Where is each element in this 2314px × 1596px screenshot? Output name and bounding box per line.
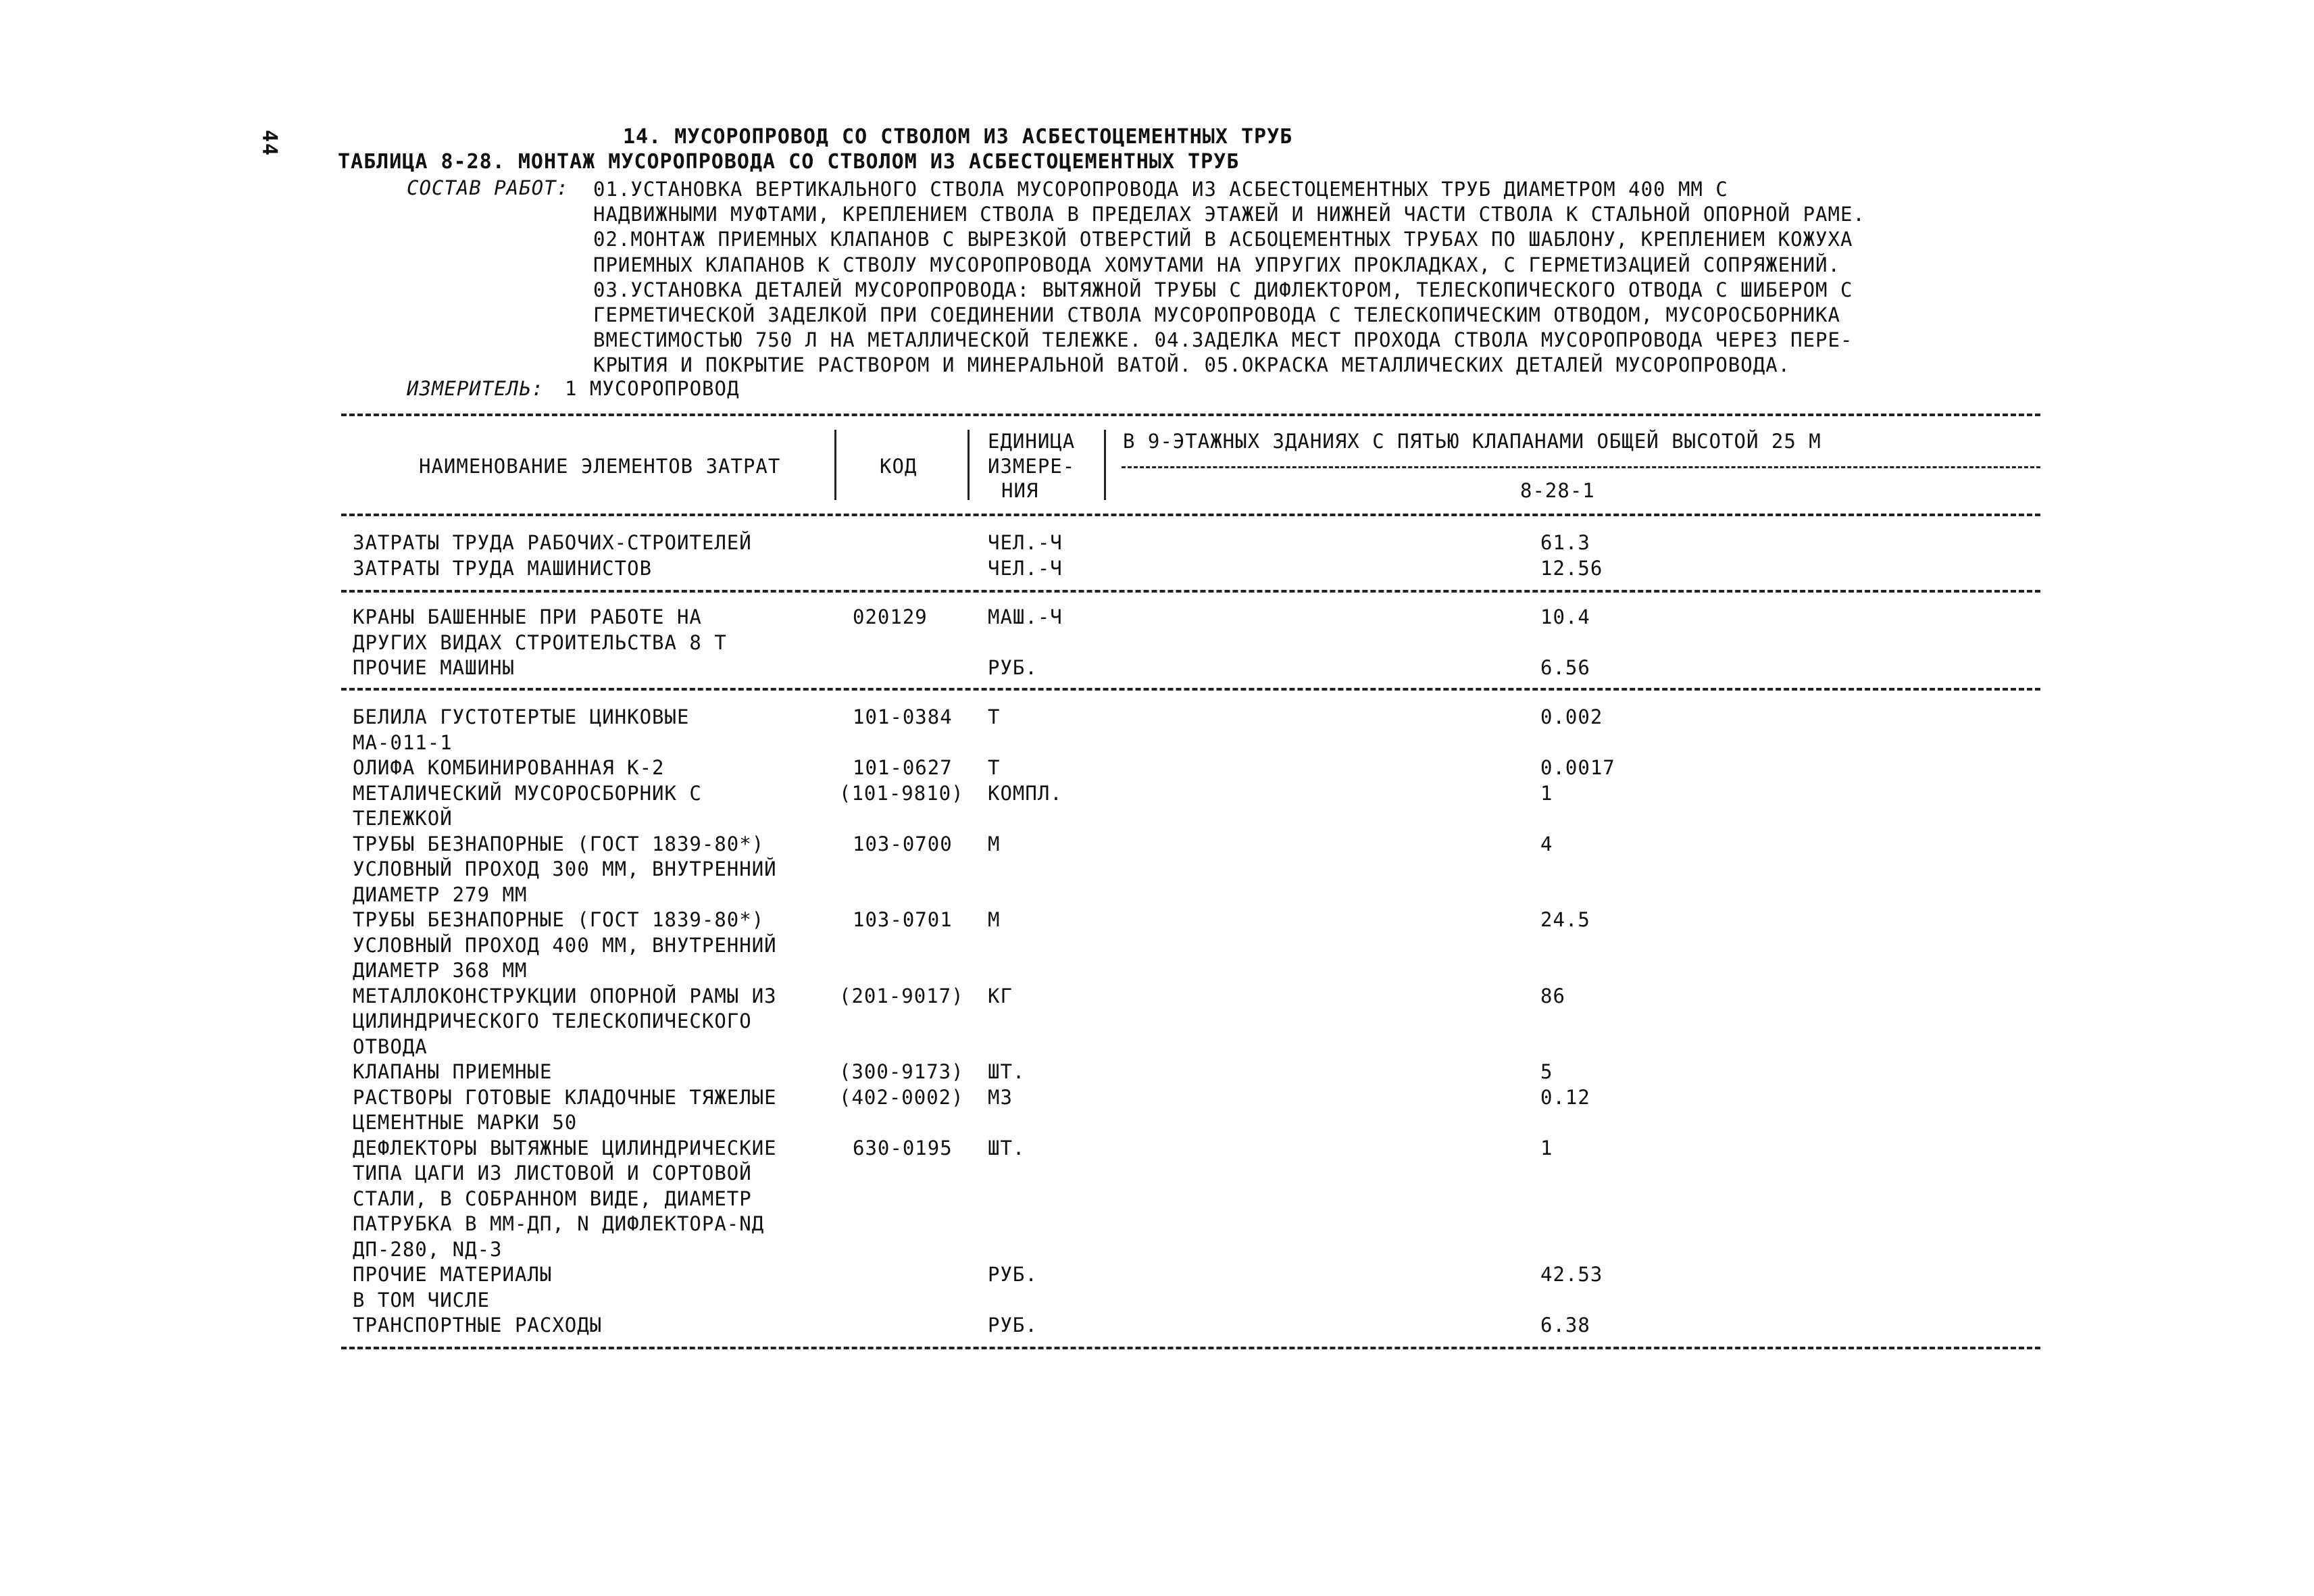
composition-line: 01.УСТАНОВКА ВЕРТИКАЛЬНОГО СТВОЛА МУСОРОПРОВОДА ИЗ АСБЕСТОЦЕМЕНТНЫХ ТРУБ ДИАМЕТРОМ 400 ММ С [593, 178, 1728, 201]
row-name: РАСТВОРЫ ГОТОВЫЕ КЛАДОЧНЫЕ ТЯЖЕЛЫЕ [353, 1085, 777, 1109]
row-name: ПАТРУБКА В ММ-ДП, N ДИФЛЕКТОРА-NД [353, 1212, 765, 1235]
table-top-rule [341, 414, 2040, 416]
row-name: ДЕФЛЕКТОРЫ ВЫТЯЖНЫЕ ЦИЛИНДРИЧЕСКИЕ [353, 1136, 777, 1159]
row-code: (201-9017) [839, 984, 964, 1007]
composition-label: СОСТАВ РАБОТ: [407, 176, 569, 199]
row-unit: МАШ.-Ч [988, 605, 1063, 628]
row-unit: РУБ. [988, 1263, 1038, 1286]
row-name: ОЛИФА КОМБИНИРОВАННАЯ К-2 [353, 756, 665, 779]
section-rule [341, 688, 2040, 691]
row-name: УСЛОВНЫЙ ПРОХОД 300 ММ, ВНУТРЕННИЙ [353, 857, 777, 880]
row-code: 630-0195 [853, 1136, 953, 1159]
row-value: 24.5 [1540, 908, 1590, 931]
header-code: КОД [880, 455, 917, 478]
row-unit: М [988, 908, 1001, 931]
row-name: ТИПА ЦАГИ ИЗ ЛИСТОВОЙ И СОРТОВОЙ [353, 1162, 752, 1184]
row-code: 020129 [853, 605, 928, 628]
row-unit: РУБ. [988, 656, 1038, 679]
row-unit: Т [988, 756, 1001, 779]
composition-line: ПРИЕМНЫХ КЛАПАНОВ К СТВОЛУ МУСОРОПРОВОДА ХОМУТАМИ НА УПРУГИХ ПРОКЛАДКАХ, С ГЕРМЕТИЗАЦИЕЙ СОПРЯЖЕНИЙ. [593, 253, 1840, 276]
row-value: 61.3 [1540, 531, 1590, 554]
row-name: ЗАТРАТЫ ТРУДА РАБОЧИХ-СТРОИТЕЛЕЙ [353, 531, 752, 554]
row-name: БЕЛИЛА ГУСТОТЕРТЫЕ ЦИНКОВЫЕ [353, 705, 690, 728]
row-code: 103-0700 [853, 832, 953, 855]
row-unit: РУБ. [988, 1314, 1038, 1337]
row-unit: М [988, 832, 1001, 855]
row-code: 101-0627 [853, 756, 953, 779]
row-unit: Т [988, 705, 1001, 728]
row-unit: ЧЕЛ.-Ч [988, 556, 1063, 580]
row-value: 42.53 [1540, 1263, 1603, 1286]
header-sub-rule [1122, 466, 2040, 468]
header-separator [967, 430, 970, 500]
row-name: СТАЛИ, В СОБРАННОМ ВИДЕ, ДИАМЕТР [353, 1187, 752, 1210]
row-name: ПРОЧИЕ МАТЕРИАЛЫ [353, 1263, 553, 1286]
row-value: 0.12 [1540, 1085, 1590, 1109]
row-name: ПРОЧИЕ МАШИНЫ [353, 656, 515, 679]
row-code: (101-9810) [839, 781, 964, 805]
row-value: 1 [1540, 1136, 1553, 1159]
row-name: ТЕЛЕЖКОЙ [353, 807, 453, 830]
row-name: ДРУГИХ ВИДАХ СТРОИТЕЛЬСТВА 8 Т [353, 630, 727, 654]
row-value: 86 [1540, 984, 1565, 1007]
row-value: 0.002 [1540, 705, 1603, 728]
row-name: В ТОМ ЧИСЛЕ [353, 1288, 491, 1312]
row-value: 10.4 [1540, 605, 1590, 628]
row-name: ТРУБЫ БЕЗНАПОРНЫЕ (ГОСТ 1839-80*) [353, 908, 765, 931]
row-unit: М3 [988, 1085, 1013, 1109]
row-name: ТРУБЫ БЕЗНАПОРНЫЕ (ГОСТ 1839-80*) [353, 832, 765, 855]
row-name: ОТВОДА [353, 1034, 428, 1058]
row-value: 12.56 [1540, 556, 1603, 580]
row-name: МЕТАЛЛОКОНСТРУКЦИИ ОПОРНОЙ РАМЫ ИЗ [353, 984, 777, 1007]
row-name: ЦЕМЕНТНЫЕ МАРКИ 50 [353, 1111, 578, 1134]
row-code: (402-0002) [839, 1085, 964, 1109]
row-value: 5 [1540, 1060, 1553, 1083]
row-value: 6.38 [1540, 1314, 1590, 1337]
row-unit: ШТ. [988, 1060, 1026, 1083]
row-value: 6.56 [1540, 656, 1590, 679]
row-unit: ЧЕЛ.-Ч [988, 531, 1063, 554]
row-code: (300-9173) [839, 1060, 964, 1083]
header-unit-1: ЕДИНИЦА [988, 430, 1076, 453]
row-unit: КГ [988, 984, 1013, 1007]
header-name: НАИМЕНОВАНИЕ ЭЛЕМЕНТОВ ЗАТРАТ [419, 455, 781, 478]
header-separator [1104, 430, 1106, 500]
row-value: 1 [1540, 781, 1553, 805]
composition-line: ВМЕСТИМОСТЬЮ 750 Л НА МЕТАЛЛИЧЕСКОЙ ТЕЛЕЖКЕ. 04.ЗАДЕЛКА МЕСТ ПРОХОДА СТВОЛА МУСОРОПРОВОДА ЧЕРЕЗ ПЕРЕ- [593, 328, 1853, 352]
row-code: 101-0384 [853, 705, 953, 728]
row-name: ТРАНСПОРТНЫЕ РАСХОДЫ [353, 1314, 603, 1337]
row-name: КЛАПАНЫ ПРИЕМНЫЕ [353, 1060, 553, 1083]
section-rule [341, 590, 2040, 593]
row-name: ДП-280, NД-3 [353, 1237, 503, 1261]
section-title: 14. МУСОРОПРОВОД СО СТВОЛОМ ИЗ АСБЕСТОЦЕМЕНТНЫХ ТРУБ [623, 125, 1293, 149]
row-name: МА-011-1 [353, 730, 453, 754]
header-unit-2: ИЗМЕРЕ- [988, 455, 1076, 478]
row-name: МЕТАЛИЧЕСКИЙ МУСОРОСБОРНИК С [353, 781, 702, 805]
composition-line: 03.УСТАНОВКА ДЕТАЛЕЙ МУСОРОПРОВОДА: ВЫТЯЖНОЙ ТРУБЫ С ДИФЛЕКТОРОМ, ТЕЛЕСКОПИЧЕСКОГО ОТВОДА С ШИБЕРОМ С [593, 278, 1853, 301]
header-unit-3: НИЯ [1001, 479, 1039, 502]
composition-line: КРЫТИЯ И ПОКРЫТИЕ РАСТВОРОМ И МИНЕРАЛЬНОЙ ВАТОЙ. 05.ОКРАСКА МЕТАЛЛИЧЕСКИХ ДЕТАЛЕЙ МУСОРОПРОВОДА. [593, 353, 1791, 377]
header-bottom-rule [341, 514, 2040, 516]
meter-label: ИЗМЕРИТЕЛЬ: [407, 377, 545, 400]
row-name: ЦИЛИНДРИЧЕСКОГО ТЕЛЕСКОПИЧЕСКОГО [353, 1009, 752, 1032]
row-name: ЗАТРАТЫ ТРУДА МАШИНИСТОВ [353, 556, 653, 580]
composition-line: ГЕРМЕТИЧЕСКОЙ ЗАДЕЛКОЙ ПРИ СОЕДИНЕНИИ СТВОЛА МУСОРОПРОВОДА С ТЕЛЕСКОПИЧЕСКИМ ОТВОДОМ, МУСОРОСБОРНИКА [593, 303, 1840, 326]
composition-line: НАДВИЖНЫМИ МУФТАМИ, КРЕПЛЕНИЕМ СТВОЛА В ПРЕДЕЛАХ ЭТАЖЕЙ И НИЖНЕЙ ЧАСТИ СТВОЛА К СТАЛЬНОЙ ОПОРНОЙ РАМЕ. [593, 203, 1865, 226]
header-column-code: 8-28-1 [1520, 479, 1595, 502]
row-code: 103-0701 [853, 908, 953, 931]
page-number: 44 [257, 130, 281, 157]
table-title: ТАБЛИЦА 8-28. МОНТАЖ МУСОРОПРОВОДА СО СТВОЛОМ ИЗ АСБЕСТОЦЕМЕНТНЫХ ТРУБ [338, 150, 1240, 174]
row-name: КРАНЫ БАШЕННЫЕ ПРИ РАБОТЕ НА [353, 605, 702, 628]
header-separator [834, 430, 836, 500]
row-name: ДИАМЕТР 368 ММ [353, 959, 528, 982]
row-name: УСЛОВНЫЙ ПРОХОД 400 ММ, ВНУТРЕННИЙ [353, 933, 777, 957]
row-value: 0.0017 [1540, 756, 1615, 779]
row-value: 4 [1540, 832, 1553, 855]
composition-line: 02.МОНТАЖ ПРИЕМНЫХ КЛАПАНОВ С ВЫРЕЗКОЙ ОТВЕРСТИЙ В АСБОЦЕМЕНТНЫХ ТРУБАХ ПО ШАБЛОНУ, КРЕПЛЕНИЕМ КОЖУХА [593, 228, 1853, 251]
meter-value: 1 МУСОРОПРОВОД [565, 377, 740, 400]
section-rule [341, 1347, 2040, 1349]
row-unit: ШТ. [988, 1136, 1026, 1159]
header-group: В 9-ЭТАЖНЫХ ЗДАНИЯХ С ПЯТЬЮ КЛАПАНАМИ ОБЩЕЙ ВЫСОТОЙ 25 М [1123, 430, 1821, 453]
row-name: ДИАМЕТР 279 ММ [353, 882, 528, 906]
row-unit: КОМПЛ. [988, 781, 1063, 805]
